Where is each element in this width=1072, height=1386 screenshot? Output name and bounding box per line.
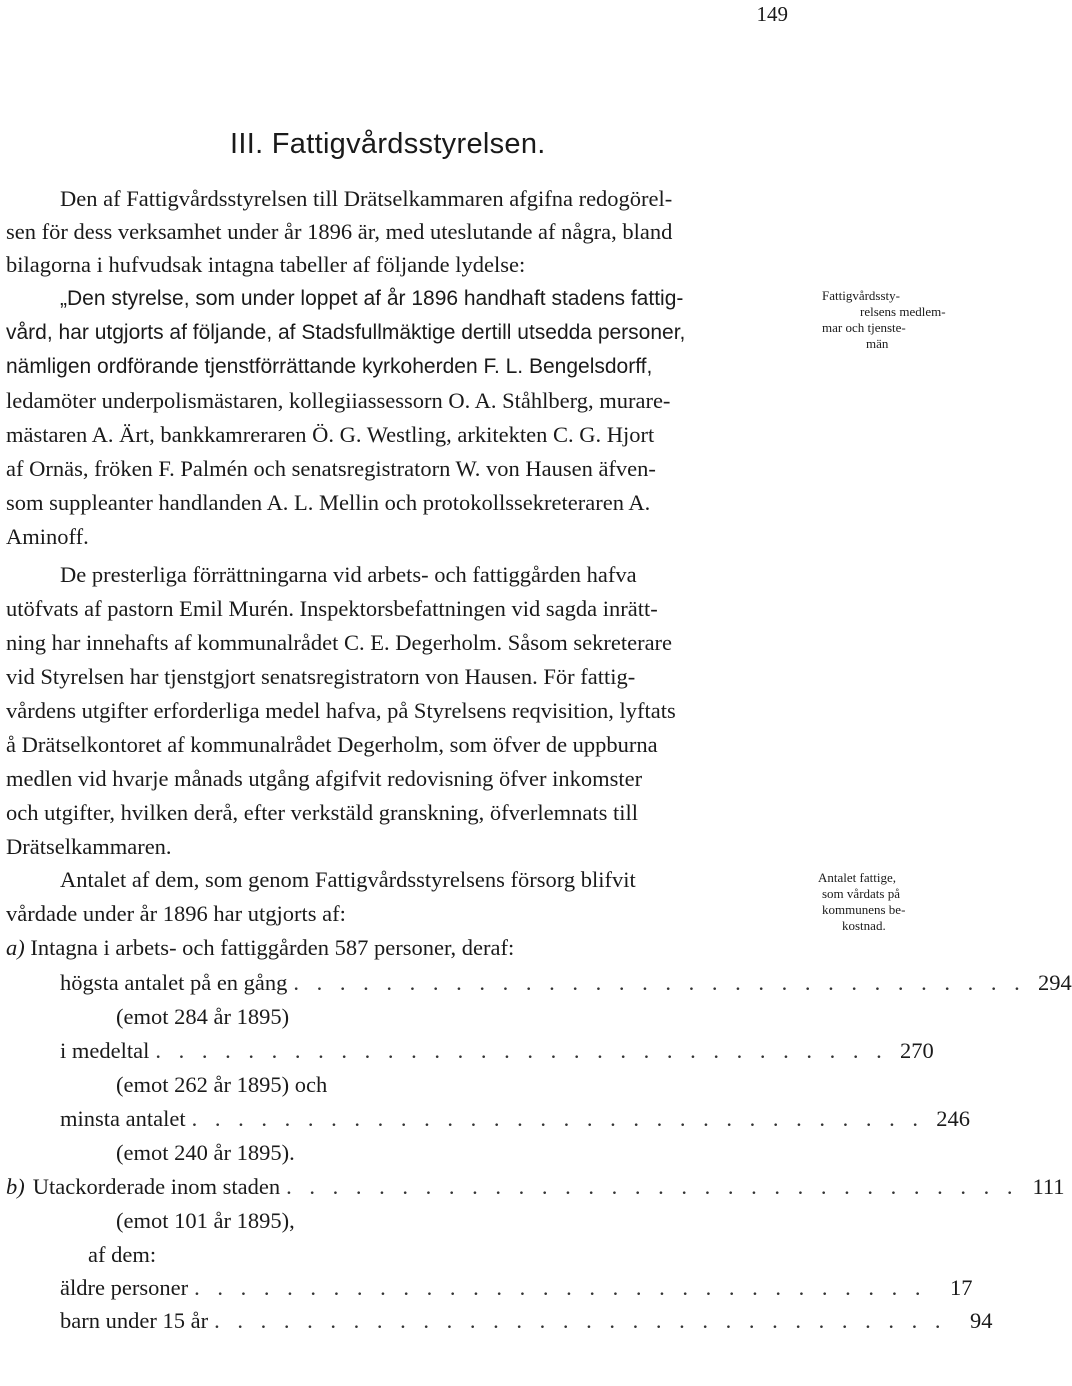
body-line: vård, har utgjorts af följande, af Stadsfullmäktige dertill utsedda personer, — [6, 321, 686, 344]
entry-label: barn under 15 år — [60, 1308, 209, 1333]
entry-label: minsta antalet — [60, 1106, 186, 1131]
list-entry — [60, 1034, 934, 1067]
margin-note-line: mar och tjenste- — [822, 320, 906, 335]
body-line: Drätselkammaren. — [6, 834, 172, 859]
entry-label: i medeltal — [60, 1038, 150, 1063]
margin-note-line: Fattigvårdssty- — [822, 288, 900, 303]
entry-value: 246 — [936, 1106, 970, 1131]
body-line: ning har innehafts af kommunalrådet C. E. Degerholm. Såsom sekreterare — [6, 630, 673, 655]
leader-dots: . . . . . . . . . . . . . . . . . . . . . . . . . . . . . . . . — [286, 1174, 1019, 1199]
sub-heading: af dem: — [88, 1242, 157, 1267]
entry-note: (emot 262 år 1895) och — [116, 1072, 328, 1097]
body-line: bilagorna i hufvudsak intagna tabeller af följande lydelse: — [6, 252, 526, 277]
entry-label: högsta antalet på en gång — [60, 970, 288, 995]
body-line: och utgifter, hvilken derå, efter verkstäld granskning, öfverlemnats till — [6, 800, 639, 825]
margin-note-line: som vårdats på — [822, 886, 900, 901]
entry-note: (emot 240 år 1895). — [116, 1140, 295, 1165]
entry-value: 111 — [1032, 1174, 1065, 1199]
body-line: mästaren A. Ärt, bankkamreraren Ö. G. Westling, arkitekten C. G. Hjort — [6, 422, 655, 447]
list-item-text: Intagna i arbets- och fattiggården 587 personer, deraf: — [30, 935, 515, 960]
body-line: utöfvats af pastorn Emil Murén. Inspektorsbefattningen vid sagda inrätt- — [6, 596, 658, 621]
body-line: vårdade under år 1896 har utgjorts af: — [6, 901, 346, 926]
list-item-b — [6, 1170, 1065, 1203]
body-line: Antalet af dem, som genom Fattigvårdsstyrelsens försorg blifvit — [60, 867, 636, 892]
body-line: nämligen ordförande tjenstförrättande kyrkoherden F. L. Bengelsdorff, — [6, 355, 653, 378]
body-line: vårdens utgifter erforderliga medel hafva, på Styrelsens reqvisition, lyftats — [6, 698, 676, 723]
leader-dots: . . . . . . . . . . . . . . . . . . . . . . . . . . . . . . . . — [155, 1038, 888, 1063]
entry-value: 94 — [969, 1308, 993, 1333]
body-line: som suppleanter handlanden A. L. Mellin och protokollssekreteraren A. — [6, 490, 651, 515]
leader-dots: . . . . . . . . . . . . . . . . . . . . . . . . . . . . . . . . — [191, 1106, 924, 1131]
leader-dots: . . . . . . . . . . . . . . . . . . . . . . . . . . . . . . . . — [214, 1308, 947, 1333]
leader-dots: . . . . . . . . . . . . . . . . . . . . . . . . . . . . . . . . — [194, 1275, 927, 1300]
body-line: ledamöter underpolismästaren, kollegiiassessorn O. A. Ståhlberg, murare- — [6, 388, 671, 413]
list-letter: a) — [6, 935, 25, 960]
body-line: medlen vid hvarje månads utgång afgifvit redovisning öfver inkomster — [6, 766, 643, 791]
margin-note-members — [822, 288, 946, 352]
entry-label: äldre personer — [60, 1275, 189, 1300]
body-line: De presterliga förrättningarna vid arbets- och fattiggården hafva — [60, 562, 637, 587]
entry-label: Utackorderade inom staden — [32, 1174, 281, 1199]
margin-note-line: Antalet fattige, — [818, 870, 896, 885]
body-line: sen för dess verksamhet under år 1896 är, med uteslutande af några, bland — [6, 219, 673, 244]
body-line: å Drätselkontoret af kommunalrådet Degerholm, som öfver de uppburna — [6, 732, 658, 757]
list-letter: b) — [6, 1174, 25, 1199]
entry-note: (emot 284 år 1895) — [116, 1004, 290, 1029]
margin-note-count — [818, 870, 905, 934]
margin-note-line: kommunens be- — [822, 902, 906, 917]
list-entry — [60, 1102, 970, 1135]
leader-dots: . . . . . . . . . . . . . . . . . . . . . . . . . . . . . . . . — [293, 970, 1026, 995]
list-entry — [60, 1271, 973, 1304]
entry-note: (emot 101 år 1895), — [116, 1208, 295, 1233]
entry-value: 17 — [949, 1275, 973, 1300]
entry-value: 294 — [1038, 970, 1072, 995]
body-line: Aminoff. — [6, 524, 89, 549]
margin-note-line: relsens medlem- — [860, 304, 946, 319]
body-line: af Ornäs, fröken F. Palmén och senatsregistratorn W. von Hausen äfven- — [6, 456, 656, 481]
body-line: Den af Fattigvårdsstyrelsen till Drätselkammaren afgifna redogörel- — [60, 186, 673, 211]
list-item-a — [6, 931, 514, 964]
margin-note-line: män — [866, 336, 889, 351]
section-title: III. Fattigvårdsstyrelsen. — [230, 128, 546, 160]
list-entry — [60, 1304, 993, 1337]
entry-value: 270 — [899, 1038, 934, 1063]
list-entry — [60, 966, 1072, 999]
margin-note-line: kostnad. — [842, 918, 886, 933]
body-line: vid Styrelsen har tjenstgjort senatsregistratorn von Hausen. För fattig- — [6, 664, 636, 689]
page-number: 149 — [756, 2, 788, 26]
body-line: „Den styrelse, som under loppet af år 1896 handhaft stadens fattig- — [60, 287, 684, 310]
